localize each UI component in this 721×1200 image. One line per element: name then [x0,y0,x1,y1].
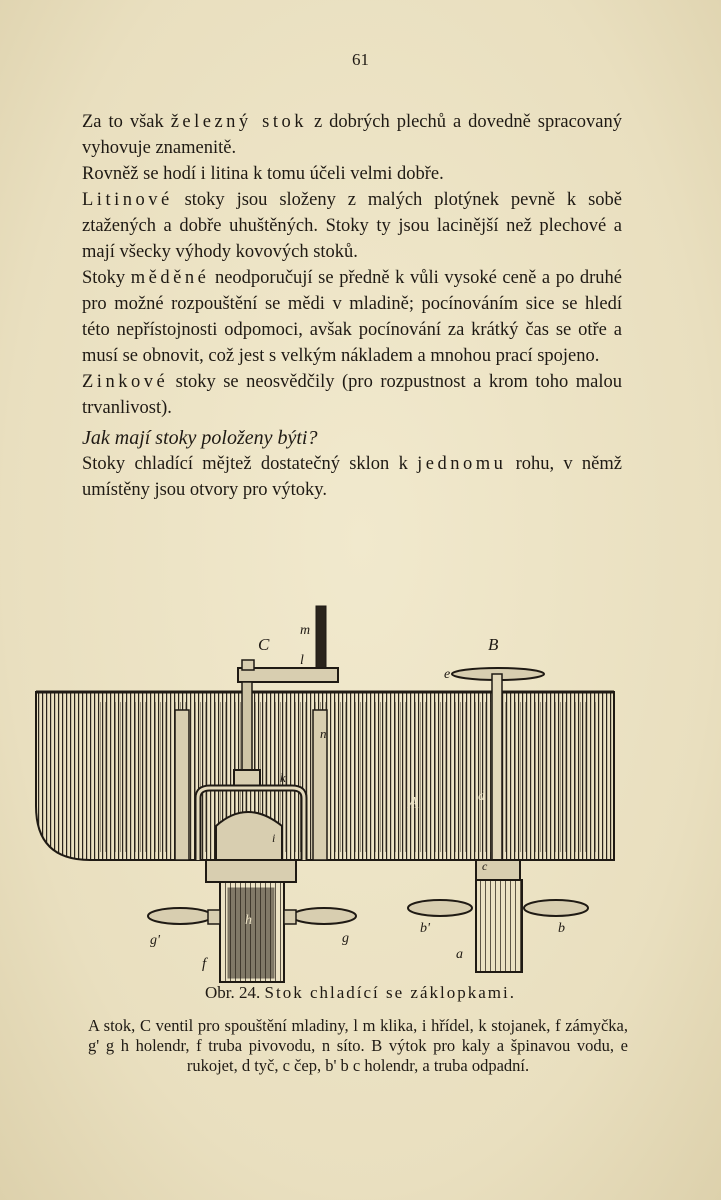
label-e: e [444,667,451,682]
paragraph-3-spaced: Litinové [82,190,173,210]
label-B: B [488,635,499,654]
figure-caption [0,983,721,1003]
paragraph-6-pre: Stoky chladící mějtež dostatečný sklon k [82,454,418,474]
paragraph-1-spaced: železný stok [170,112,307,132]
paragraph-3-post: stoky jsou složeny z malých plotýnek pevně k sobě ztažených a dobře uhuštěných. Stoky ty jsou lacinější než plechové a mají všecky výhody kovových stoků. [82,190,622,262]
paragraph-5 [82,369,622,421]
label-f: f [202,956,207,972]
page-number: 61 [352,50,369,69]
figure-legend: A stok, C ventil pro spouštění mladiny, l m klika, i hřídel, k stojanek, f zámyčka, g' g h holendr, f truba pivovodu, n síto. B výtok pro kaly a špinavou vodu, e rukojet, d tyč, c čep, b' b c holendr, a truba odpadní. [88,1016,628,1075]
label-b: b [558,921,565,936]
caption-title: Stok chladící se záklopkami. [264,983,516,1002]
label-g: g [342,931,349,946]
paragraph-4-pre: Stoky [82,268,131,288]
label-m: m [300,623,311,638]
paragraph-5-spaced: Zinkové [82,372,169,392]
paragraph-4-spaced: měděné [130,268,210,288]
label-b-prime: b' [420,921,430,936]
caption-prefix: Obr. 24. [205,983,261,1002]
paragraph-2 [82,161,622,187]
label-A: A [408,793,419,812]
section-heading: Jak mají stoky položeny býti? [82,427,318,449]
paragraph-1-pre: Za to však [82,112,171,132]
label-h: h [245,913,252,928]
paragraph-6-post: rohu, v němž umístěny jsou otvory pro výtoky. [82,454,622,500]
body-text [82,109,622,503]
label-C: C [258,635,270,654]
label-g-prime: g' [150,933,160,948]
paragraph-3 [82,187,622,265]
label-d: d [478,789,485,804]
label-c: c [482,859,488,873]
label-l: l [300,653,304,668]
paragraph-2-text: Rovněž se hodí i litina k tomu účeli velmi dobře. [82,164,444,184]
paragraph-4-post: neodporučují se předně k vůli vysoké ceně a po druhé pro možné rozpouštění se mědi v mladině; pocínováním sice se hledí této nepřístojnosti odpomoci, avšak pocínování za krátký čas se otře a musí se obnovit, což jest s velkým nákladem a mnohou prací spojeno. [82,268,622,366]
paragraph-6 [82,451,622,503]
paragraph-1-post: z dobrých plechů a dovedně spracovaný vyhovuje znamenitě. [82,112,623,158]
label-i: i [272,831,276,845]
paragraph-1 [82,109,622,161]
label-n: n [320,726,327,741]
label-a: a [456,947,463,962]
label-k: k [280,770,286,785]
cooling-vessel-illustration [30,598,640,983]
paragraph-6-spaced: jednomu [417,454,507,474]
paragraph-4 [82,265,622,369]
paragraph-5-post: stoky se neosvědčily (pro rozpustnost a krom toho malou trvanlivost). [82,372,622,418]
